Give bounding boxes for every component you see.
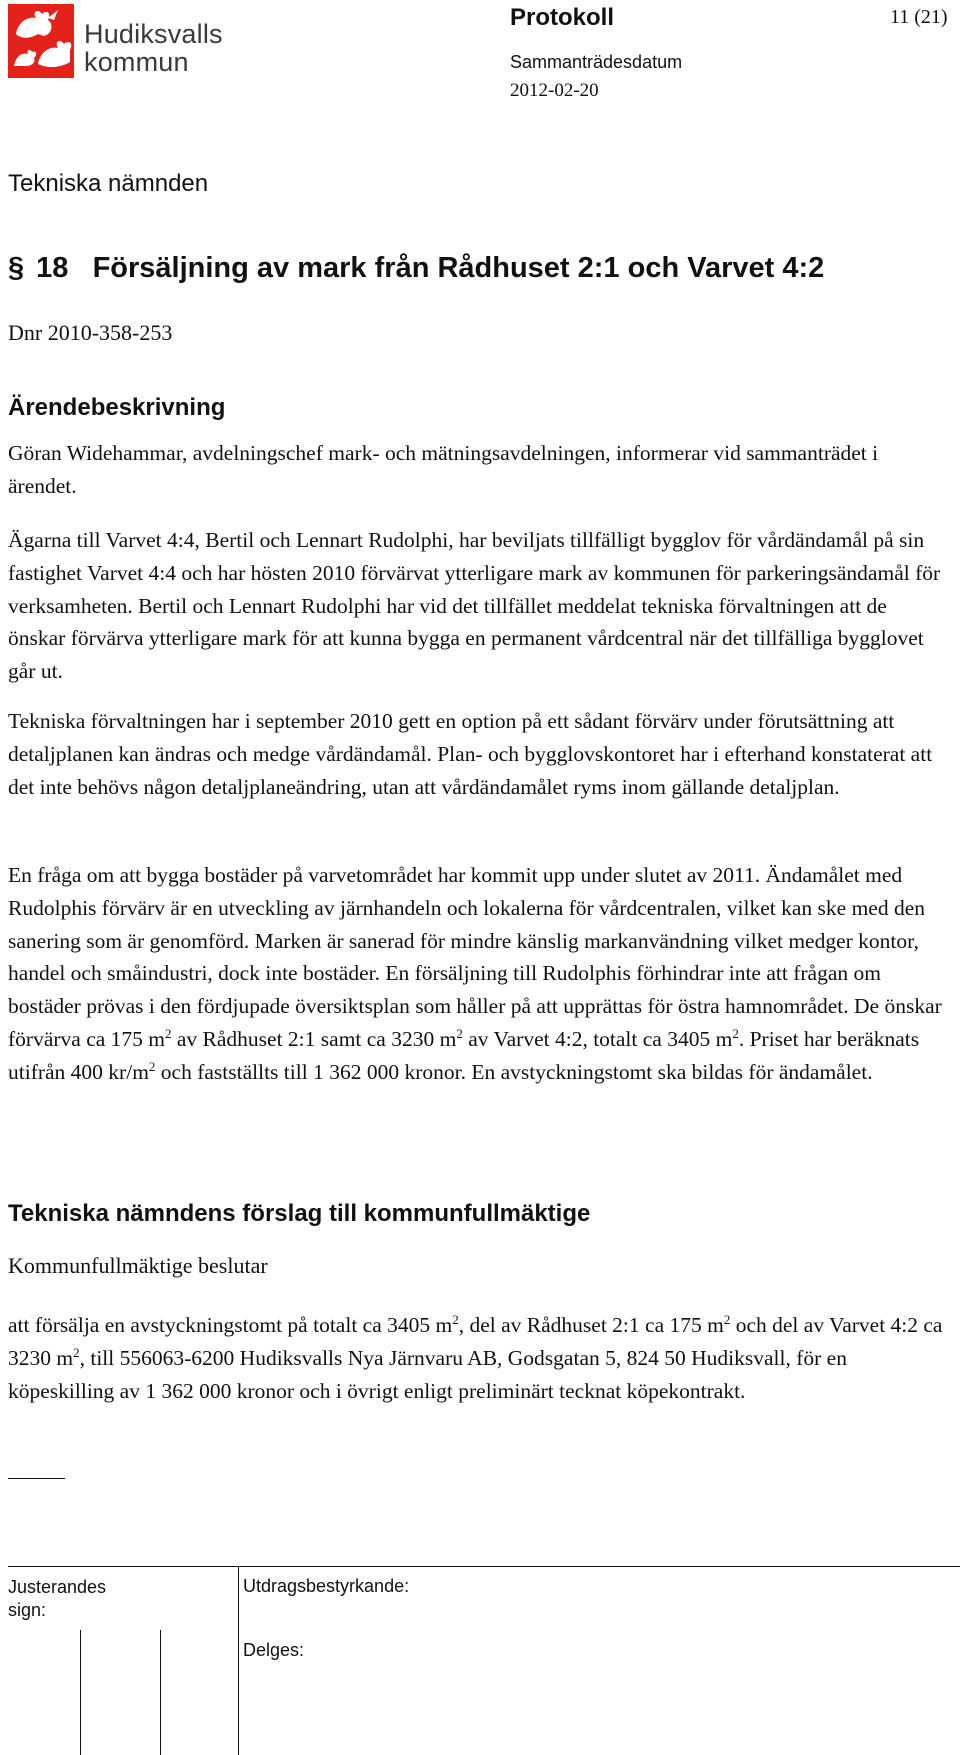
heading-forslag: Tekniska nämndens förslag till kommunfullmäktige [8,1200,591,1227]
paragraph-1: Göran Widehammar, avdelningschef mark- och mätningsavdelningen, informerar vid sammanträdet i ärendet. [8,441,879,498]
logo-wordmark [84,20,223,76]
paragraph-4-text-e: och fastställts till 1 362 000 kronor. En avstyckningstomt ska bildas för ändamålet. [155,1059,873,1084]
superscript: 2 [452,1311,459,1327]
paragraph-2: Ägarna till Varvet 4:4, Bertil och Lennart Rudolphi, har beviljats tillfälligt bygglov för vårdändamål på sin fastighet Varvet 4:4 och har hösten 2010 förvärvat ytterligare mark av kommunen för parkeringsändamål för verksamheten. Bertil och Lennart Rudolphi har vid det tillfället meddelat tekniska förvaltningen att de önskar förvärva ytterligare mark för att kunna bygga en permanent vårdcentral när det tillfälliga bygglovet går ut. [8,528,941,684]
section-number: 18 [36,252,69,284]
utdragsbestyrkande-label: Utdragsbestyrkande: [243,1576,410,1596]
footer-rule [8,1566,960,1567]
delges-label: Delges: [243,1640,305,1660]
superscript: 2 [73,1344,80,1360]
justerandes-sign-label: Justerandes sign: [8,1577,107,1620]
paragraph-sign: § [8,252,25,284]
superscript: 2 [456,1025,463,1041]
document-title: Protokoll [510,4,615,31]
superscript: 2 [165,1025,172,1041]
decision-text-d: , till 556063-6200 Hudiksvalls Nya Järnvaru AB, Godsgatan 5, 824 50 Hudiksvall, för en köpeskilling av 1 362 000 kronor och i övrigt enligt preliminärt tecknat köpekontrakt. [8,1345,847,1403]
decision-text-c: och del av Varvet 4:2 ca 3230 m [8,1313,943,1370]
case-number: Dnr 2010-358-253 [8,320,173,345]
section-title: Försäljning av mark från Rådhuset 2:1 och Varvet 4:2 [92,252,825,284]
decision-paragraph [8,1309,948,1407]
separator-line [8,1478,65,1479]
heading-arendebeskrivning: Ärendebeskrivning [8,394,226,421]
decision-text-a: att försälja en avstyckningstomt på totalt ca 3405 m [8,1313,453,1337]
hudiksvall-logo-icon [8,4,74,78]
subheading-beslutar: Kommunfullmäktige beslutar [8,1253,268,1278]
paragraph-4-text-c: av Varvet 4:2, totalt ca 3405 m [462,1026,733,1051]
signature-divider-1 [80,1630,81,1755]
footer-column-divider [238,1566,239,1755]
superscript: 2 [723,1311,731,1327]
committee-name: Tekniska nämnden [8,170,209,197]
decision-text-b: , del av Rådhuset 2:1 ca 175 m [458,1313,724,1337]
paragraph-3: Tekniska förvaltningen har i september 2010 gett en option på ett sådant förvärv under förutsättning att detaljplanen kan ändras och medge vårdändamål. Plan- och bygglovskontoret har i efterhand konstaterat att det inte behövs någon detaljplaneändring, utan att vårdändamålet ryms inom gällande detaljplan. [8,709,933,799]
meeting-date: 2012-02-20 [510,80,599,101]
signature-divider-2 [160,1630,161,1755]
logo-line-1: Hudiksvalls [84,19,223,49]
paragraph-4 [8,859,948,1089]
section-heading [8,252,824,285]
page-number: 11 (21) [890,6,948,28]
paragraph-4-text-d: . Priset har beräknats utifrån 400 kr/m [8,1026,920,1084]
superscript: 2 [732,1025,739,1041]
meeting-date-label: Sammanträdesdatum [510,52,683,72]
paragraph-4-text-b: av Rådhuset 2:1 samt ca 3230 m [171,1026,457,1051]
logo-line-2: kommun [84,47,189,77]
superscript: 2 [148,1058,156,1074]
paragraph-4-text-a: En fråga om att bygga bostäder på varvetområdet har kommit upp under slutet av 2011. Ändamålet med Rudolphis förvärv är en utveckling av järnhandeln och lokalerna för vårdcentralen, vilket kan ske med den sanering som är genomförd. Marken är sanerad för mindre känslig markanvändning vilket medger kontor, handel och småindustri, dock inte bostäder. En försäljning till Rudolphis förhindrar inte att frågan om bostäder prövas i den fördjupade översiktsplan som håller på att upprättas för östra hamnområdet. De önskar förvärva ca 175 m [8,863,942,1051]
